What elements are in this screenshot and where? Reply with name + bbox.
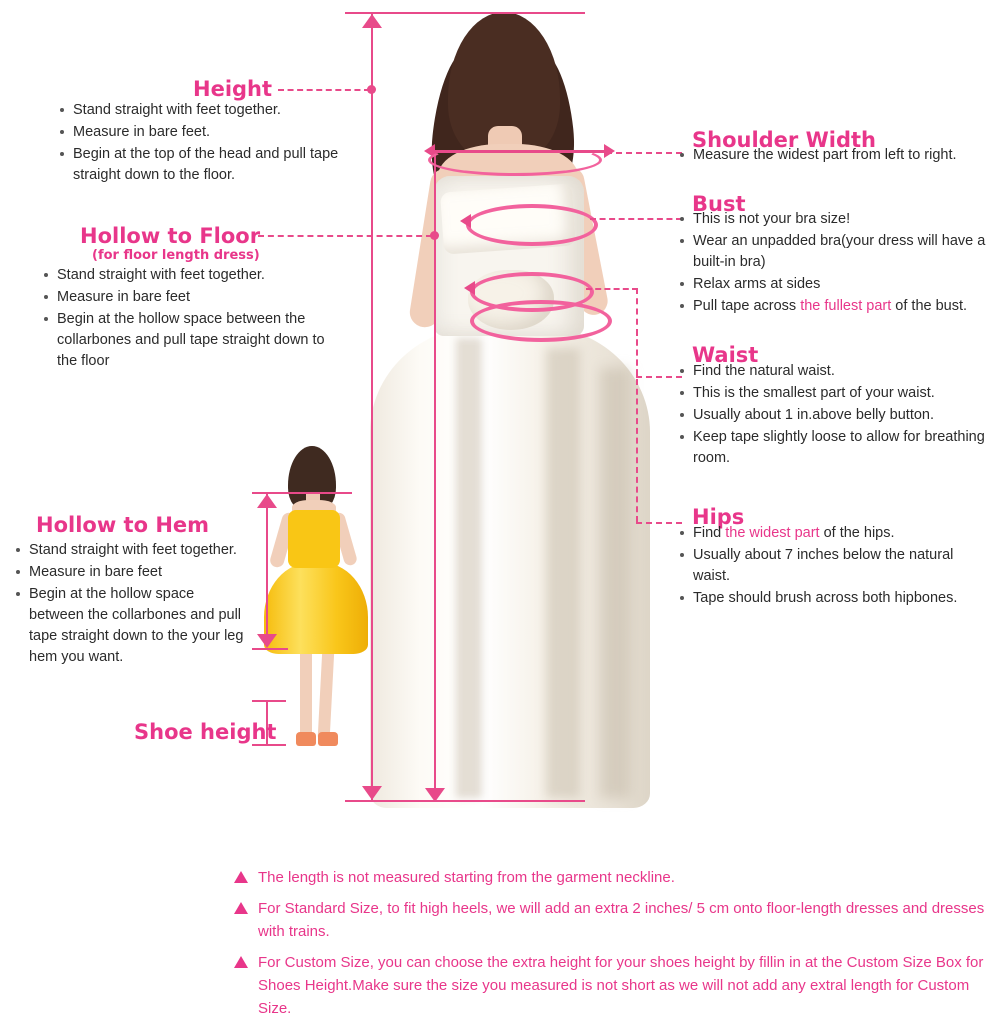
shoulder-width-label: Shoulder Width [692,128,876,152]
height-label: Height [193,77,273,101]
hollow-to-floor-label: Hollow to Floor [80,224,261,248]
waist-leader-h2 [636,376,682,378]
hollow-to-hem-notes [14,540,246,669]
bust-highlight-text: the fullest part [800,298,892,314]
warning-triangle-icon [234,902,248,914]
shoe-height-label: Shoe height [134,720,277,744]
hollow-to-floor-sublabel: (for floor length dress) [92,248,260,263]
hips-leader-h [636,522,682,524]
hollow-to-hem-arrow-top [257,494,277,508]
tall-model-illustration [360,8,660,808]
hips-band [470,300,612,342]
small-model-leg-right [317,646,334,742]
shoulder-width-notes [678,145,994,167]
shoulder-leader-line [606,152,682,154]
footnote-text: The length is not measured starting from the garment neckline. [258,869,675,886]
list-item: Find the widest part of the hips. [678,523,992,544]
hollow-to-hem-label: Hollow to Hem [36,513,210,537]
footnote-text: For Custom Size, you can choose the extra height for your shoes height by fillin in at the Custom Size Box for Shoes Height.Make sure the size you measured is not short as we will not add any extral length for Custom Size. [258,954,984,1017]
list-item: Begin at the hollow space between the collarbones and pull tape straight down to the floor [42,309,342,372]
hips-label: Hips [692,505,745,529]
list-item: Begin at the top of the head and pull tape straight down to the floor. [58,144,358,186]
hollow-to-hem-bottom-line [252,648,288,650]
list-item: Measure the widest part from left to right. [678,145,994,166]
small-model-shoe-left [296,732,316,746]
hollow-to-floor-leader-line [258,235,432,237]
shoe-height-bottom-line [252,744,286,746]
bust-label: Bust [692,192,746,216]
hips-leader-v [636,330,638,522]
hollow-to-floor-arrow-bottom [425,788,445,802]
list-item: Keep tape slightly loose to allow for breathing room. [678,427,990,469]
height-leader-line [278,89,370,91]
footnote-text: For Standard Size, to fit high heels, we will add an extra 2 inches/ 5 cm onto floor-length dresses and dresses with trains. [258,900,985,940]
yellow-dress-skirt [264,562,368,654]
waist-leader-h [586,288,638,290]
hollow-to-hem-arrow-bottom [257,634,277,648]
list-item: Measure in bare feet. [58,122,358,143]
list-item: This is not your bra size! [678,209,1000,230]
bust-arrow-left [460,214,471,228]
hollow-to-floor-notes [42,265,342,373]
list-item: Stand straight with feet together. [14,540,246,561]
shoulder-band [428,144,602,176]
list-item: Pull tape across the fullest part of the bust. [678,296,1000,317]
small-model-leg-left [300,646,312,742]
warning-triangle-icon [234,956,248,968]
list-item: Tape should brush across both hipbones. [678,588,992,609]
footnote-3 [234,951,994,1020]
list-item: Wear an unpadded bra(your dress will have a built-in bra) [678,231,1000,273]
skirt-fold-2 [546,348,580,798]
list-item: Usually about 1 in.above belly button. [678,405,990,426]
short-dress-model-illustration [258,440,388,760]
waist-arrow-left [464,281,475,295]
small-model-shoe-right [318,732,338,746]
list-item: Measure in bare feet [42,287,342,308]
hollow-to-hem-vertical-line [266,494,268,646]
height-bottom-line [345,800,585,802]
footnote-2 [234,897,994,943]
hollow-to-floor-vertical-line [434,152,436,800]
height-arrow-bottom [362,786,382,800]
list-item: Stand straight with feet together. [58,100,358,121]
list-item: Measure in bare feet [14,562,246,583]
height-arrow-top [362,14,382,28]
bust-notes [678,209,1000,318]
height-vertical-line [371,14,373,800]
shoulder-arrow-right [604,144,615,158]
list-item: This is the smallest part of your waist. [678,383,990,404]
list-item: Begin at the hollow space between the collarbones and pull tape straight down to the your leg hem you want. [14,584,246,668]
footnote-1 [234,866,994,889]
list-item: Find the natural waist. [678,361,990,382]
height-notes [58,100,358,187]
hips-highlight-text: the widest part [725,525,820,541]
shoe-height-top-line [252,700,286,702]
hips-notes [678,523,992,610]
waist-notes [678,361,990,470]
list-item: Relax arms at sides [678,274,1000,295]
skirt-fold-1 [456,338,482,798]
bust-leader-line [590,218,682,220]
list-item: Stand straight with feet together. [42,265,342,286]
skirt-fold-3 [600,368,630,798]
warning-triangle-icon [234,871,248,883]
waist-label: Waist [692,343,759,367]
footnotes [234,866,994,1028]
bust-band [466,204,598,246]
list-item: Usually about 7 inches below the natural waist. [678,545,992,587]
yellow-dress-bodice [288,510,340,568]
